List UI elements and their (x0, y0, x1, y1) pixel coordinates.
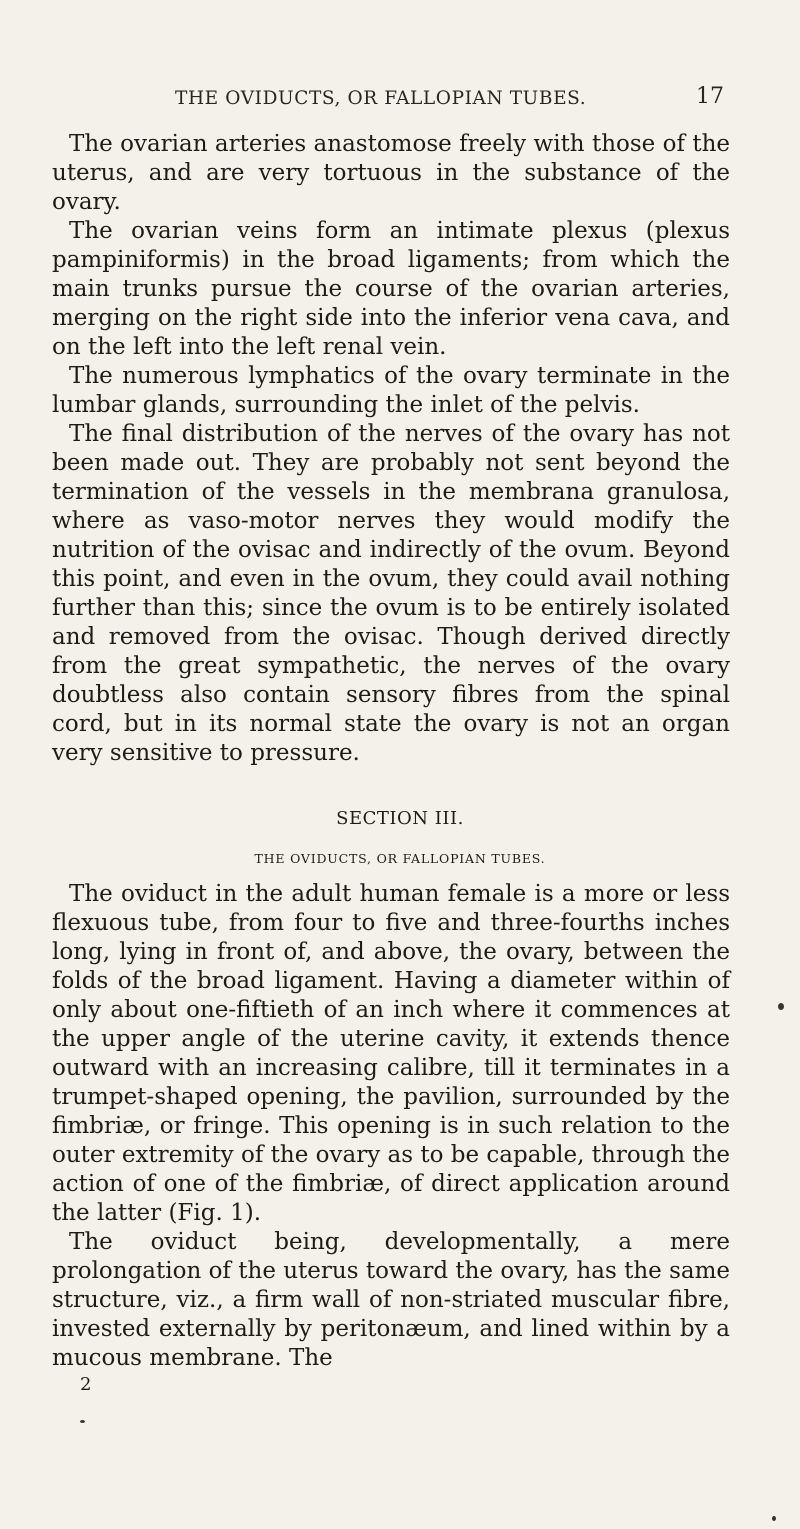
ink-speck (772, 1516, 776, 1521)
paragraph-oviduct-structure: The oviduct being, developmentally, a mere prolongation of the uterus toward the ovary, has the same structure, viz., a firm wall of non-striated muscular fibre, invested externally by peritonæum, and lined within by a mucous membrane. The (52, 1229, 730, 1371)
text-block-after-section (52, 880, 730, 1373)
paragraph-ovarian-arteries: The ovarian arteries anastomose freely with those of the uterus, and are very tortuous in the substance of the ovary. (52, 131, 730, 215)
ink-speck (778, 1003, 784, 1010)
page-number: 17 (696, 84, 724, 109)
section-subheading: THE OVIDUCTS, OR FALLOPIAN TUBES. (254, 851, 546, 866)
paragraph-lymphatics: The numerous lymphatics of the ovary terminate in the lumbar glands, surrounding the inlet of the pelvis. (52, 363, 730, 418)
running-head: THE OVIDUCTS, OR FALLOPIAN TUBES. (175, 88, 587, 109)
section-heading: SECTION III. (336, 808, 464, 829)
signature-mark: 2 (80, 1374, 92, 1395)
paragraph-nerves: The final distribution of the nerves of the ovary has not been made out. They are probably not sent beyond the termination of the vessels in the membrana granulosa, where as vaso-motor nerves they would modify the nutrition of the ovisac and indirectly of the ovum. Beyond this point, and even in the ovum, they could avail nothing further than this; since the ovum is to be entirely isolated and removed from the ovisac. Though derived directly from the great sympathetic, the nerves of the ovary doubtless also contain sensory fibres from the spinal cord, but in its normal state the ovary is not an organ very sensitive to pressure. (52, 421, 730, 766)
paragraph-oviduct-description: The oviduct in the adult human female is a more or less flexuous tube, from four to five and three-fourths inches long, lying in front of, and above, the ovary, between the folds of the broad ligament. Having a diameter within of only about one-fiftieth of an inch where it commences at the upper angle of the uterine cavity, it extends thence outward with an increasing calibre, till it terminates in a trumpet-shaped opening, the pavilion, surrounded by the fimbriæ, or fringe. This opening is in such relation to the outer extremity of the ovary as to be capable, through the action of one of the fimbriæ, of direct application around the latter (Fig. 1). (52, 881, 730, 1226)
text-block-before-section (52, 130, 730, 768)
paragraph-ovarian-veins: The ovarian veins form an intimate plexus (plexus pampiniformis) in the broad ligaments; from which the main trunks pursue the course of the ovarian arteries, merging on the right side into the inferior vena cava, and on the left into the left renal vein. (52, 218, 730, 360)
ink-speck (80, 1420, 85, 1423)
